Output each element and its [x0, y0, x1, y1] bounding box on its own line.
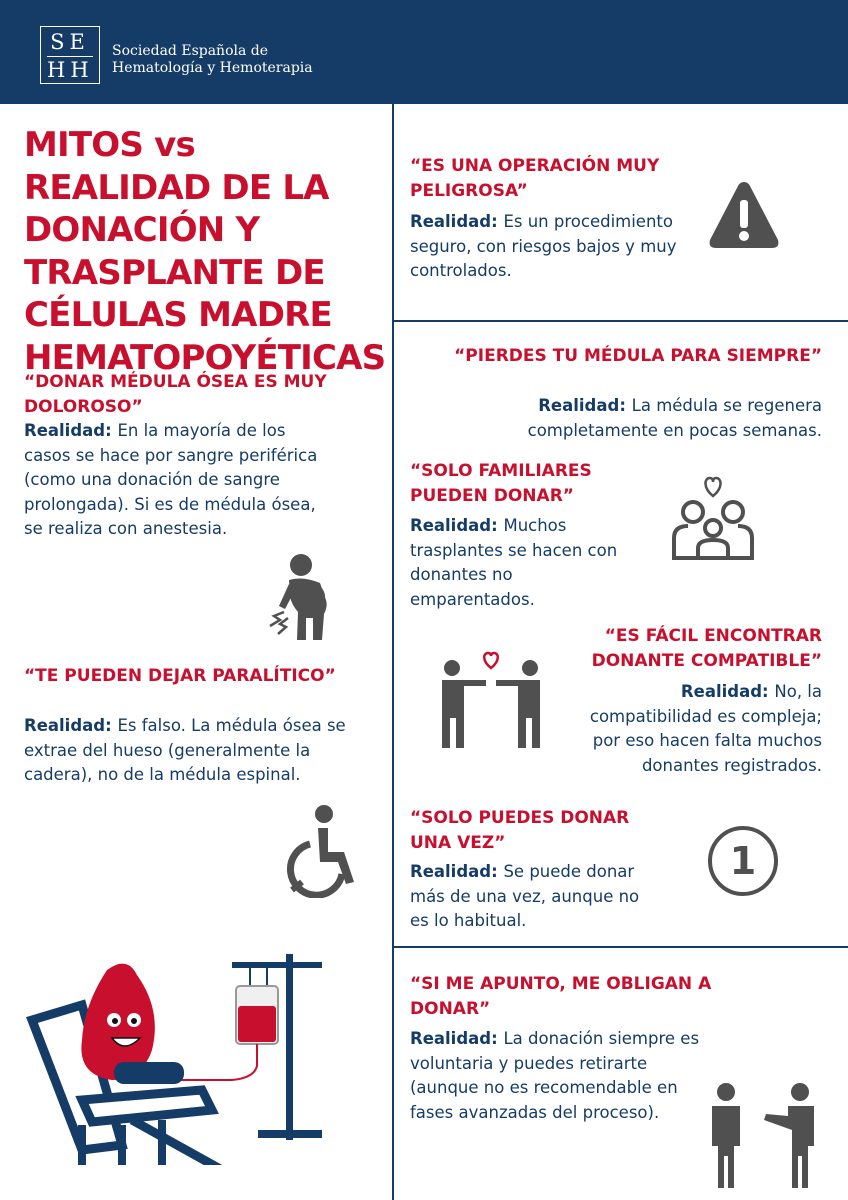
- myth-heading-painful: “DONAR MÉDULA ÓSEA ES MUY DOLOROSO”: [24, 372, 327, 417]
- reality-body: La médula se regenera completamente en pocas semanas.: [527, 396, 822, 440]
- myth-heading-dangerous: “ES UNA OPERACIÓN MUY PELIGROSA”: [410, 156, 660, 201]
- reality-body: Muchos trasplantes se hacen con donantes no emparentados.: [410, 516, 618, 609]
- reality-body: Se puede donar más de una vez, aunque no es lo habitual.: [410, 862, 640, 930]
- sehh-logo: [40, 26, 100, 84]
- myth-heading-only-once: “SOLO PUEDES DONAR UNA VEZ”: [410, 808, 630, 853]
- reality-label: Realidad: [680, 682, 763, 701]
- reality-text-painful: Realidad: En la mayoría de los casos se hace por sangre periférica (como una donación de sangre prolongada). Si es de médula ósea, se realiza con anestesia.: [24, 421, 318, 538]
- myth-heading-easy-match: “ES FÁCIL ENCONTRAR DONANTE COMPATIBLE”: [591, 626, 822, 671]
- blood-donation-illustration: [22, 950, 322, 1165]
- section-divider-2: [393, 946, 848, 948]
- reality-text-only-once: Realidad: Se puede donar más de una vez, aunque no es lo habitual.: [410, 862, 640, 930]
- reality-body: Es un procedimiento seguro, con riesgos bajos y muy controlados.: [410, 212, 677, 280]
- reality-text-dangerous: Realidad: Es un procedimiento seguro, con riesgos bajos y muy controlados.: [410, 212, 677, 280]
- reality-body: La donación siempre es voluntaria y puedes retirarte (aunque no es recomendable en fases avanzadas del proceso).: [410, 1029, 700, 1122]
- warning-icon: [708, 178, 780, 250]
- reality-body: En la mayoría de los casos se hace por sangre periférica (como una donación de sangre prolongada). Si es de médula ósea, se realiza con anestesia.: [24, 421, 318, 538]
- myth-heading-marrow-lost: “PIERDES TU MÉDULA PARA SIEMPRE”: [454, 346, 822, 366]
- myth-heading-family-only: “SOLO FAMILIARES PUEDEN DONAR”: [410, 461, 592, 506]
- pain-person-icon: [268, 550, 348, 646]
- reality-text-family-only: Realidad: Muchos trasplantes se hacen con donantes no emparentados.: [410, 516, 618, 609]
- two-people-heart-icon: [436, 650, 546, 750]
- reality-label: Realidad: [410, 212, 492, 231]
- organization-name: [112, 43, 313, 77]
- myth-heading-obligation: “SI ME APUNTO, ME OBLIGAN A DONAR”: [410, 974, 712, 1019]
- reality-text-paralysis: Realidad: Es falso. La médula ósea se extrae del hueso (generalmente la cadera), no de la médula espinal.: [24, 716, 346, 784]
- reality-label: Realidad: [538, 396, 620, 415]
- family-icon: [668, 474, 758, 562]
- reality-label: Realidad: [410, 516, 492, 535]
- organization-name-line-2: Hematología y Hemoterapia: [112, 60, 313, 76]
- wheelchair-icon: [282, 802, 364, 898]
- page-title: MITOS vs REALIDAD DE LA DONACIÓN Y TRASPLANTE DE CÉLULAS MADRE HEMATOPOYÉTICAS: [24, 125, 386, 378]
- number-one-text: 1: [729, 839, 757, 883]
- reality-label: Realidad: [24, 716, 106, 735]
- reality-text-marrow-lost: Realidad: La médula se regenera completamente en pocas semanas.: [527, 396, 822, 440]
- logo-line-2: HH: [47, 58, 94, 82]
- organization-name-line-1: Sociedad Española de: [112, 43, 269, 59]
- pointing-person-icon: [704, 1080, 822, 1190]
- reality-label: Realidad: [410, 862, 492, 881]
- reality-label: Realidad: [24, 421, 106, 440]
- section-divider-1: [393, 320, 848, 322]
- reality-text-easy-match: Realidad: No, la compatibilidad es compleja; por eso hacen falta muchos donantes registrados.: [589, 682, 822, 775]
- header-bar: [0, 0, 848, 104]
- logo-line-1: SE: [50, 30, 90, 54]
- column-divider: [392, 104, 394, 1200]
- reality-text-obligation: Realidad: La donación siempre es voluntaria y puedes retirarte (aunque no es recomendable en fases avanzadas del proceso).: [410, 1029, 700, 1122]
- reality-body: Es falso. La médula ósea se extrae del hueso (generalmente la cadera), no de la médula espinal.: [24, 716, 346, 784]
- myth-heading-paralysis: “TE PUEDEN DEJAR PARALÍTICO”: [24, 666, 336, 686]
- reality-label: Realidad: [410, 1029, 492, 1048]
- number-one-icon: [706, 824, 780, 898]
- reality-body: No, la compatibilidad es compleja; por eso hacen falta muchos donantes registrados.: [589, 682, 822, 775]
